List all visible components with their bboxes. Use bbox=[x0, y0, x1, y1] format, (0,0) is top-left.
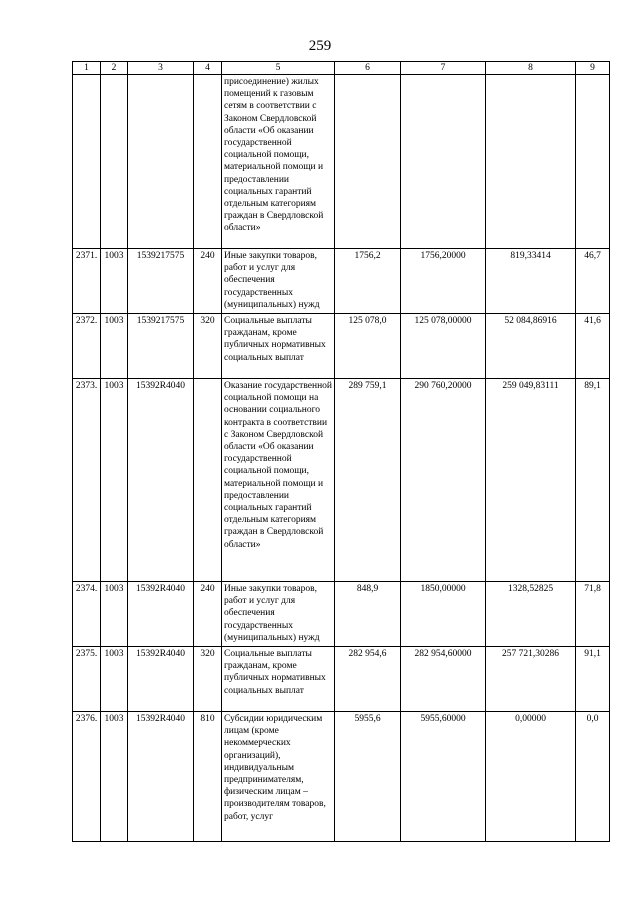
value-col6: 5955,6 bbox=[335, 712, 401, 842]
value-col7: 5955,60000 bbox=[401, 712, 486, 842]
expense-type-code: 240 bbox=[194, 582, 222, 647]
section-code bbox=[101, 75, 128, 249]
row-number: 2376. bbox=[73, 712, 101, 842]
value-col7: 282 954,60000 bbox=[401, 647, 486, 712]
value-col7: 290 760,20000 bbox=[401, 379, 486, 582]
value-col9: 0,0 bbox=[576, 712, 610, 842]
section-code: 1003 bbox=[101, 647, 128, 712]
column-header: 1 bbox=[73, 62, 101, 75]
value-col7 bbox=[401, 75, 486, 249]
description-cell: Иные закупки товаров, работ и услуг для обеспечения государственных (муниципальных) нужд bbox=[222, 582, 335, 647]
value-col6: 1756,2 bbox=[335, 249, 401, 314]
value-col8: 259 049,83111 bbox=[486, 379, 576, 582]
table-row bbox=[73, 712, 610, 842]
value-col6: 282 954,6 bbox=[335, 647, 401, 712]
section-code: 1003 bbox=[101, 582, 128, 647]
target-code: 1539217575 bbox=[128, 249, 194, 314]
value-col7: 1756,20000 bbox=[401, 249, 486, 314]
value-col9: 41,6 bbox=[576, 314, 610, 379]
expense-type-code: 320 bbox=[194, 314, 222, 379]
column-header: 7 bbox=[401, 62, 486, 75]
description-cell: Субсидии юридическим лицам (кроме некоммерческих организаций), индивидуальным предпринимателям, физическим лицам – производителям товаров, работ, услуг bbox=[222, 712, 335, 842]
target-code: 15392R4040 bbox=[128, 647, 194, 712]
value-col9: 71,8 bbox=[576, 582, 610, 647]
table-row bbox=[73, 582, 610, 647]
column-header: 2 bbox=[101, 62, 128, 75]
expense-type-code bbox=[194, 75, 222, 249]
section-code: 1003 bbox=[101, 712, 128, 842]
description-cell: Оказание государственной социальной помощи на основании социального контракта в соответствии с Законом Свердловской области «Об оказании государственной социальной помощи, материальной помощи и предоставлении социальных гарантий отдельным категориям граждан в Свердловской области» bbox=[222, 379, 335, 582]
value-col6: 848,9 bbox=[335, 582, 401, 647]
column-header: 5 bbox=[222, 62, 335, 75]
expense-type-code: 240 bbox=[194, 249, 222, 314]
section-code: 1003 bbox=[101, 249, 128, 314]
row-number: 2372. bbox=[73, 314, 101, 379]
description-cell: Иные закупки товаров, работ и услуг для обеспечения государственных (муниципальных) нужд bbox=[222, 249, 335, 314]
target-code: 15392R4040 bbox=[128, 379, 194, 582]
value-col8: 257 721,30286 bbox=[486, 647, 576, 712]
expense-type-code bbox=[194, 379, 222, 582]
value-col8: 52 084,86916 bbox=[486, 314, 576, 379]
value-col8: 0,00000 bbox=[486, 712, 576, 842]
value-col9: 46,7 bbox=[576, 249, 610, 314]
row-number: 2373. bbox=[73, 379, 101, 582]
value-col9: 89,1 bbox=[576, 379, 610, 582]
table-row bbox=[73, 75, 610, 249]
column-header: 4 bbox=[194, 62, 222, 75]
value-col7: 1850,00000 bbox=[401, 582, 486, 647]
expense-type-code: 320 bbox=[194, 647, 222, 712]
value-col9 bbox=[576, 75, 610, 249]
table-row bbox=[73, 379, 610, 582]
column-header: 6 bbox=[335, 62, 401, 75]
description-cell: присоединение) жилых помещений к газовым сетям в соответствии с Законом Свердловской области «Об оказании государственной социальной помощи, материальной помощи и предоставлении социальных гарантий отдельным категориям граждан в Свердловской области» bbox=[222, 75, 335, 249]
expense-type-code: 810 bbox=[194, 712, 222, 842]
table-header-row bbox=[73, 62, 610, 75]
table-row bbox=[73, 249, 610, 314]
target-code: 1539217575 bbox=[128, 314, 194, 379]
description-cell: Социальные выплаты гражданам, кроме публичных нормативных социальных выплат bbox=[222, 314, 335, 379]
row-number: 2371. bbox=[73, 249, 101, 314]
section-code: 1003 bbox=[101, 379, 128, 582]
row-number: 2375. bbox=[73, 647, 101, 712]
budget-table bbox=[72, 61, 610, 842]
target-code: 15392R4040 bbox=[128, 712, 194, 842]
page-number: 259 bbox=[308, 38, 332, 54]
value-col6: 125 078,0 bbox=[335, 314, 401, 379]
row-number bbox=[73, 75, 101, 249]
value-col8: 819,33414 bbox=[486, 249, 576, 314]
table-row bbox=[73, 314, 610, 379]
value-col6: 289 759,1 bbox=[335, 379, 401, 582]
target-code: 15392R4040 bbox=[128, 582, 194, 647]
section-code: 1003 bbox=[101, 314, 128, 379]
column-header: 9 bbox=[576, 62, 610, 75]
row-number: 2374. bbox=[73, 582, 101, 647]
column-header: 8 bbox=[486, 62, 576, 75]
target-code bbox=[128, 75, 194, 249]
value-col6 bbox=[335, 75, 401, 249]
value-col7: 125 078,00000 bbox=[401, 314, 486, 379]
description-cell: Социальные выплаты гражданам, кроме публичных нормативных социальных выплат bbox=[222, 647, 335, 712]
column-header: 3 bbox=[128, 62, 194, 75]
table-row bbox=[73, 647, 610, 712]
value-col8: 1328,52825 bbox=[486, 582, 576, 647]
value-col9: 91,1 bbox=[576, 647, 610, 712]
value-col8 bbox=[486, 75, 576, 249]
